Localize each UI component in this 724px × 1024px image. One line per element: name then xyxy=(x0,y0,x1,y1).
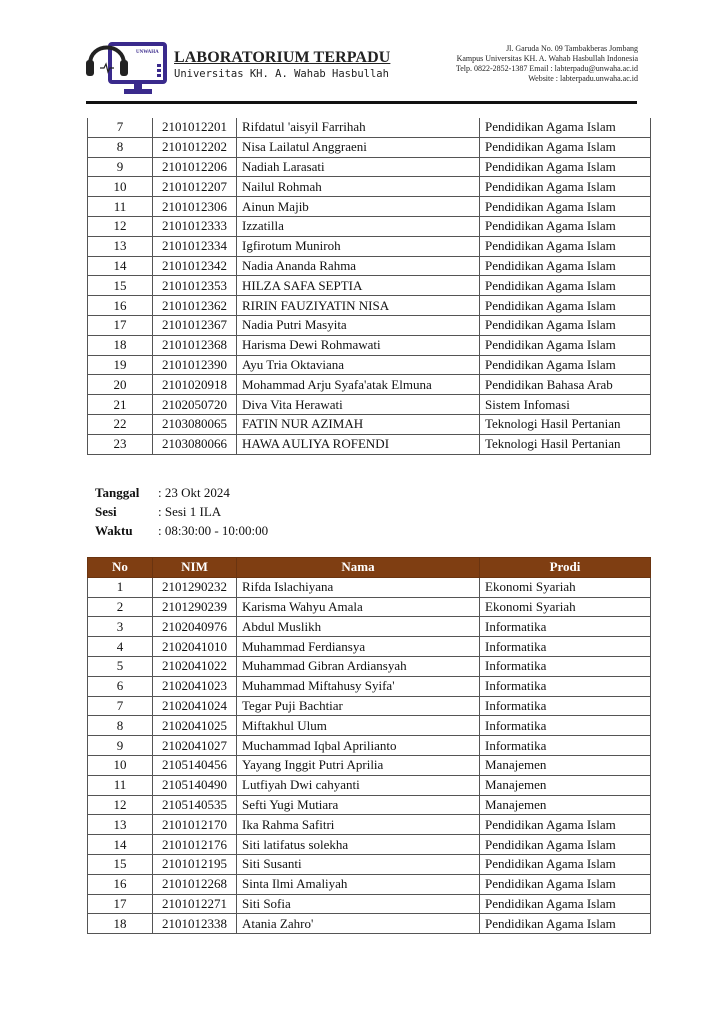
lab-subtitle: Universitas KH. A. Wahab Hasbullah xyxy=(174,68,389,80)
cell-nama: Nadiah Larasati xyxy=(237,157,480,177)
cell-nim: 2101012362 xyxy=(153,296,237,316)
cell-nim: 2105140490 xyxy=(153,775,237,795)
cell-prodi: Pendidikan Agama Islam xyxy=(480,894,651,914)
cell-nama: Tegar Puji Bachtiar xyxy=(237,696,480,716)
table-row xyxy=(88,355,651,375)
cell-nim: 2103080066 xyxy=(153,434,237,454)
cell-prodi: Pendidikan Agama Islam xyxy=(480,335,651,355)
cell-nim: 2101012368 xyxy=(153,335,237,355)
cell-prodi: Informatika xyxy=(480,716,651,736)
cell-nim: 2102041010 xyxy=(153,637,237,657)
table-row xyxy=(88,736,651,756)
cell-nim: 2102041025 xyxy=(153,716,237,736)
table-row xyxy=(88,118,651,137)
cell-nim: 2102041024 xyxy=(153,696,237,716)
cell-nama: Diva Vita Herawati xyxy=(237,395,480,415)
table-row xyxy=(88,375,651,395)
table-row xyxy=(88,597,651,617)
cell-nama: HAWA AULIYA ROFENDI xyxy=(237,434,480,454)
table-row xyxy=(88,335,651,355)
cell-nama: Rifda Islachiyana xyxy=(237,577,480,597)
cell-nim: 2101012353 xyxy=(153,276,237,296)
cell-nama: Ika Rahma Safitri xyxy=(237,815,480,835)
table-row xyxy=(88,815,651,835)
cell-no: 2 xyxy=(88,597,153,617)
cell-nama: Nadia Ananda Rahma xyxy=(237,256,480,276)
cell-prodi: Manajemen xyxy=(480,795,651,815)
cell-nama: Ayu Tria Oktaviana xyxy=(237,355,480,375)
address-line: Jl. Garuda No. 09 Tambakberas Jombang xyxy=(506,44,638,53)
table-row xyxy=(88,157,651,177)
cell-nim: 2101012206 xyxy=(153,157,237,177)
cell-nim: 2101290232 xyxy=(153,577,237,597)
table-row xyxy=(88,197,651,217)
cell-no: 19 xyxy=(88,355,153,375)
cell-nama: Muhammad Miftahusy Syifa' xyxy=(237,676,480,696)
header-no: No xyxy=(88,558,153,578)
cell-nama: Igfirotum Muniroh xyxy=(237,236,480,256)
logo-text: UNWAHA xyxy=(136,50,159,55)
table-row xyxy=(88,414,651,434)
cell-no: 16 xyxy=(88,296,153,316)
participants-table-session xyxy=(87,557,651,934)
header-nim: NIM xyxy=(153,558,237,578)
cell-no: 6 xyxy=(88,676,153,696)
cell-nama: Harisma Dewi Rohmawati xyxy=(237,335,480,355)
cell-no: 12 xyxy=(88,216,153,236)
cell-no: 18 xyxy=(88,914,153,934)
table-row xyxy=(88,795,651,815)
table-row xyxy=(88,177,651,197)
address-line: Kampus Universitas KH. A. Wahab Hasbullah Indonesia xyxy=(456,54,638,63)
cell-prodi: Pendidikan Agama Islam xyxy=(480,315,651,335)
cell-no: 13 xyxy=(88,815,153,835)
sesi-value: : Sesi 1 ILA xyxy=(158,504,222,519)
cell-nim: 2101012271 xyxy=(153,894,237,914)
cell-prodi: Manajemen xyxy=(480,755,651,775)
cell-prodi: Informatika xyxy=(480,617,651,637)
cell-prodi: Sistem Infomasi xyxy=(480,395,651,415)
table-row xyxy=(88,577,651,597)
cell-no: 20 xyxy=(88,375,153,395)
table-row xyxy=(88,755,651,775)
cell-nama: Rifdatul 'aisyil Farrihah xyxy=(237,118,480,137)
cell-prodi: Pendidikan Agama Islam xyxy=(480,914,651,934)
cell-nama: Muhammad Gibran Ardiansyah xyxy=(237,656,480,676)
table-row xyxy=(88,775,651,795)
cell-nim: 2101020918 xyxy=(153,375,237,395)
cell-prodi: Pendidikan Agama Islam xyxy=(480,256,651,276)
cell-nama: Abdul Muslikh xyxy=(237,617,480,637)
cell-no: 16 xyxy=(88,874,153,894)
cell-no: 17 xyxy=(88,894,153,914)
table-row xyxy=(88,914,651,934)
cell-prodi: Pendidikan Agama Islam xyxy=(480,118,651,137)
header-nama: Nama xyxy=(237,558,480,578)
address-line: Website : labterpadu.unwaha.ac.id xyxy=(528,74,638,83)
cell-nim: 2101012201 xyxy=(153,118,237,137)
cell-prodi: Ekonomi Syariah xyxy=(480,597,651,617)
cell-nama: Ainun Majib xyxy=(237,197,480,217)
cell-prodi: Pendidikan Bahasa Arab xyxy=(480,375,651,395)
cell-prodi: Pendidikan Agama Islam xyxy=(480,177,651,197)
cell-prodi: Pendidikan Agama Islam xyxy=(480,296,651,316)
cell-prodi: Informatika xyxy=(480,656,651,676)
cell-no: 10 xyxy=(88,755,153,775)
cell-no: 9 xyxy=(88,157,153,177)
cell-nama: Siti Sofia xyxy=(237,894,480,914)
cell-nim: 2101012202 xyxy=(153,137,237,157)
cell-nama: Atania Zahro' xyxy=(237,914,480,934)
cell-no: 10 xyxy=(88,177,153,197)
cell-nama: Izzatilla xyxy=(237,216,480,236)
cell-nim: 2101012390 xyxy=(153,355,237,375)
cell-nama: Siti Susanti xyxy=(237,854,480,874)
cell-no: 9 xyxy=(88,736,153,756)
cell-no: 15 xyxy=(88,854,153,874)
cell-no: 11 xyxy=(88,775,153,795)
cell-nim: 2102041027 xyxy=(153,736,237,756)
cell-nim: 2101012170 xyxy=(153,815,237,835)
cell-no: 15 xyxy=(88,276,153,296)
cell-prodi: Ekonomi Syariah xyxy=(480,577,651,597)
cell-no: 4 xyxy=(88,637,153,657)
cell-nim: 2101012176 xyxy=(153,835,237,855)
cell-nama: HILZA SAFA SEPTIA xyxy=(237,276,480,296)
sesi-label: Sesi xyxy=(95,504,117,519)
cell-no: 7 xyxy=(88,118,153,137)
table-row xyxy=(88,216,651,236)
cell-nama: Nailul Rohmah xyxy=(237,177,480,197)
cell-nim: 2102041022 xyxy=(153,656,237,676)
cell-nim: 2105140456 xyxy=(153,755,237,775)
cell-prodi: Pendidikan Agama Islam xyxy=(480,216,651,236)
cell-prodi: Pendidikan Agama Islam xyxy=(480,157,651,177)
cell-nama: Miftakhul Ulum xyxy=(237,716,480,736)
cell-no: 8 xyxy=(88,137,153,157)
cell-no: 7 xyxy=(88,696,153,716)
lab-logo-icon xyxy=(84,34,168,98)
cell-nama: Muchammad Iqbal Aprilianto xyxy=(237,736,480,756)
cell-nim: 2101012268 xyxy=(153,874,237,894)
table-row xyxy=(88,696,651,716)
tanggal-label: Tanggal xyxy=(95,485,140,500)
waktu-label: Waktu xyxy=(95,523,133,538)
cell-nim: 2101012333 xyxy=(153,216,237,236)
cell-prodi: Pendidikan Agama Islam xyxy=(480,874,651,894)
cell-prodi: Pendidikan Agama Islam xyxy=(480,137,651,157)
table-row xyxy=(88,854,651,874)
cell-nim: 2101012306 xyxy=(153,197,237,217)
table-row xyxy=(88,874,651,894)
table-row xyxy=(88,894,651,914)
table-row xyxy=(88,434,651,454)
cell-nim: 2101012338 xyxy=(153,914,237,934)
cell-no: 3 xyxy=(88,617,153,637)
cell-nim: 2101012195 xyxy=(153,854,237,874)
cell-prodi: Informatika xyxy=(480,696,651,716)
lab-title: LABORATORIUM TERPADU xyxy=(174,49,391,66)
cell-no: 5 xyxy=(88,656,153,676)
cell-nama: Nadia Putri Masyita xyxy=(237,315,480,335)
table-row xyxy=(88,656,651,676)
cell-nama: Karisma Wahyu Amala xyxy=(237,597,480,617)
session-info xyxy=(95,483,268,540)
cell-prodi: Pendidikan Agama Islam xyxy=(480,835,651,855)
cell-nim: 2103080065 xyxy=(153,414,237,434)
cell-nim: 2101290239 xyxy=(153,597,237,617)
table-row xyxy=(88,835,651,855)
cell-prodi: Informatika xyxy=(480,637,651,657)
cell-no: 23 xyxy=(88,434,153,454)
cell-no: 14 xyxy=(88,256,153,276)
waktu-value: : 08:30:00 - 10:00:00 xyxy=(158,523,269,538)
table-row xyxy=(88,296,651,316)
cell-nama: Siti latifatus solekha xyxy=(237,835,480,855)
address-block xyxy=(456,44,638,84)
cell-nama: Muhammad Ferdiansya xyxy=(237,637,480,657)
letterhead xyxy=(84,34,656,100)
cell-nim: 2102040976 xyxy=(153,617,237,637)
cell-nim: 2101012334 xyxy=(153,236,237,256)
cell-nama: RIRIN FAUZIYATIN NISA xyxy=(237,296,480,316)
header-prodi: Prodi xyxy=(480,558,651,578)
cell-nim: 2102050720 xyxy=(153,395,237,415)
cell-no: 22 xyxy=(88,414,153,434)
cell-prodi: Informatika xyxy=(480,736,651,756)
table-row xyxy=(88,637,651,657)
table-row xyxy=(88,716,651,736)
table-row xyxy=(88,395,651,415)
table-row xyxy=(88,276,651,296)
cell-prodi: Informatika xyxy=(480,676,651,696)
cell-prodi: Pendidikan Agama Islam xyxy=(480,815,651,835)
cell-nim: 2105140535 xyxy=(153,795,237,815)
address-line: Telp. 0822-2852-1387 Email : labterpadu@unwaha.ac.id xyxy=(455,64,638,73)
cell-no: 18 xyxy=(88,335,153,355)
table-row xyxy=(88,315,651,335)
cell-no: 8 xyxy=(88,716,153,736)
header-divider xyxy=(86,101,637,104)
cell-nama: Sefti Yugi Mutiara xyxy=(237,795,480,815)
cell-prodi: Pendidikan Agama Islam xyxy=(480,197,651,217)
cell-nama: FATIN NUR AZIMAH xyxy=(237,414,480,434)
cell-nim: 2101012207 xyxy=(153,177,237,197)
table-row xyxy=(88,236,651,256)
table-row xyxy=(88,617,651,637)
cell-no: 13 xyxy=(88,236,153,256)
table-row xyxy=(88,256,651,276)
cell-no: 21 xyxy=(88,395,153,415)
cell-nama: Nisa Lailatul Anggraeni xyxy=(237,137,480,157)
cell-nim: 2101012367 xyxy=(153,315,237,335)
cell-prodi: Teknologi Hasil Pertanian xyxy=(480,414,651,434)
cell-prodi: Pendidikan Agama Islam xyxy=(480,854,651,874)
table-row xyxy=(88,137,651,157)
tanggal-value: : 23 Okt 2024 xyxy=(158,485,230,500)
cell-prodi: Pendidikan Agama Islam xyxy=(480,355,651,375)
participants-table-continued xyxy=(87,118,651,455)
cell-prodi: Manajemen xyxy=(480,775,651,795)
cell-prodi: Pendidikan Agama Islam xyxy=(480,276,651,296)
cell-nama: Mohammad Arju Syafa'atak Elmuna xyxy=(237,375,480,395)
cell-no: 12 xyxy=(88,795,153,815)
table-header-row xyxy=(88,558,651,578)
cell-no: 11 xyxy=(88,197,153,217)
cell-prodi: Teknologi Hasil Pertanian xyxy=(480,434,651,454)
cell-no: 1 xyxy=(88,577,153,597)
cell-nim: 2101012342 xyxy=(153,256,237,276)
cell-nim: 2102041023 xyxy=(153,676,237,696)
table-row xyxy=(88,676,651,696)
cell-no: 14 xyxy=(88,835,153,855)
cell-nama: Lutfiyah Dwi cahyanti xyxy=(237,775,480,795)
cell-nama: Yayang Inggit Putri Aprilia xyxy=(237,755,480,775)
cell-no: 17 xyxy=(88,315,153,335)
cell-prodi: Pendidikan Agama Islam xyxy=(480,236,651,256)
cell-nama: Sinta Ilmi Amaliyah xyxy=(237,874,480,894)
